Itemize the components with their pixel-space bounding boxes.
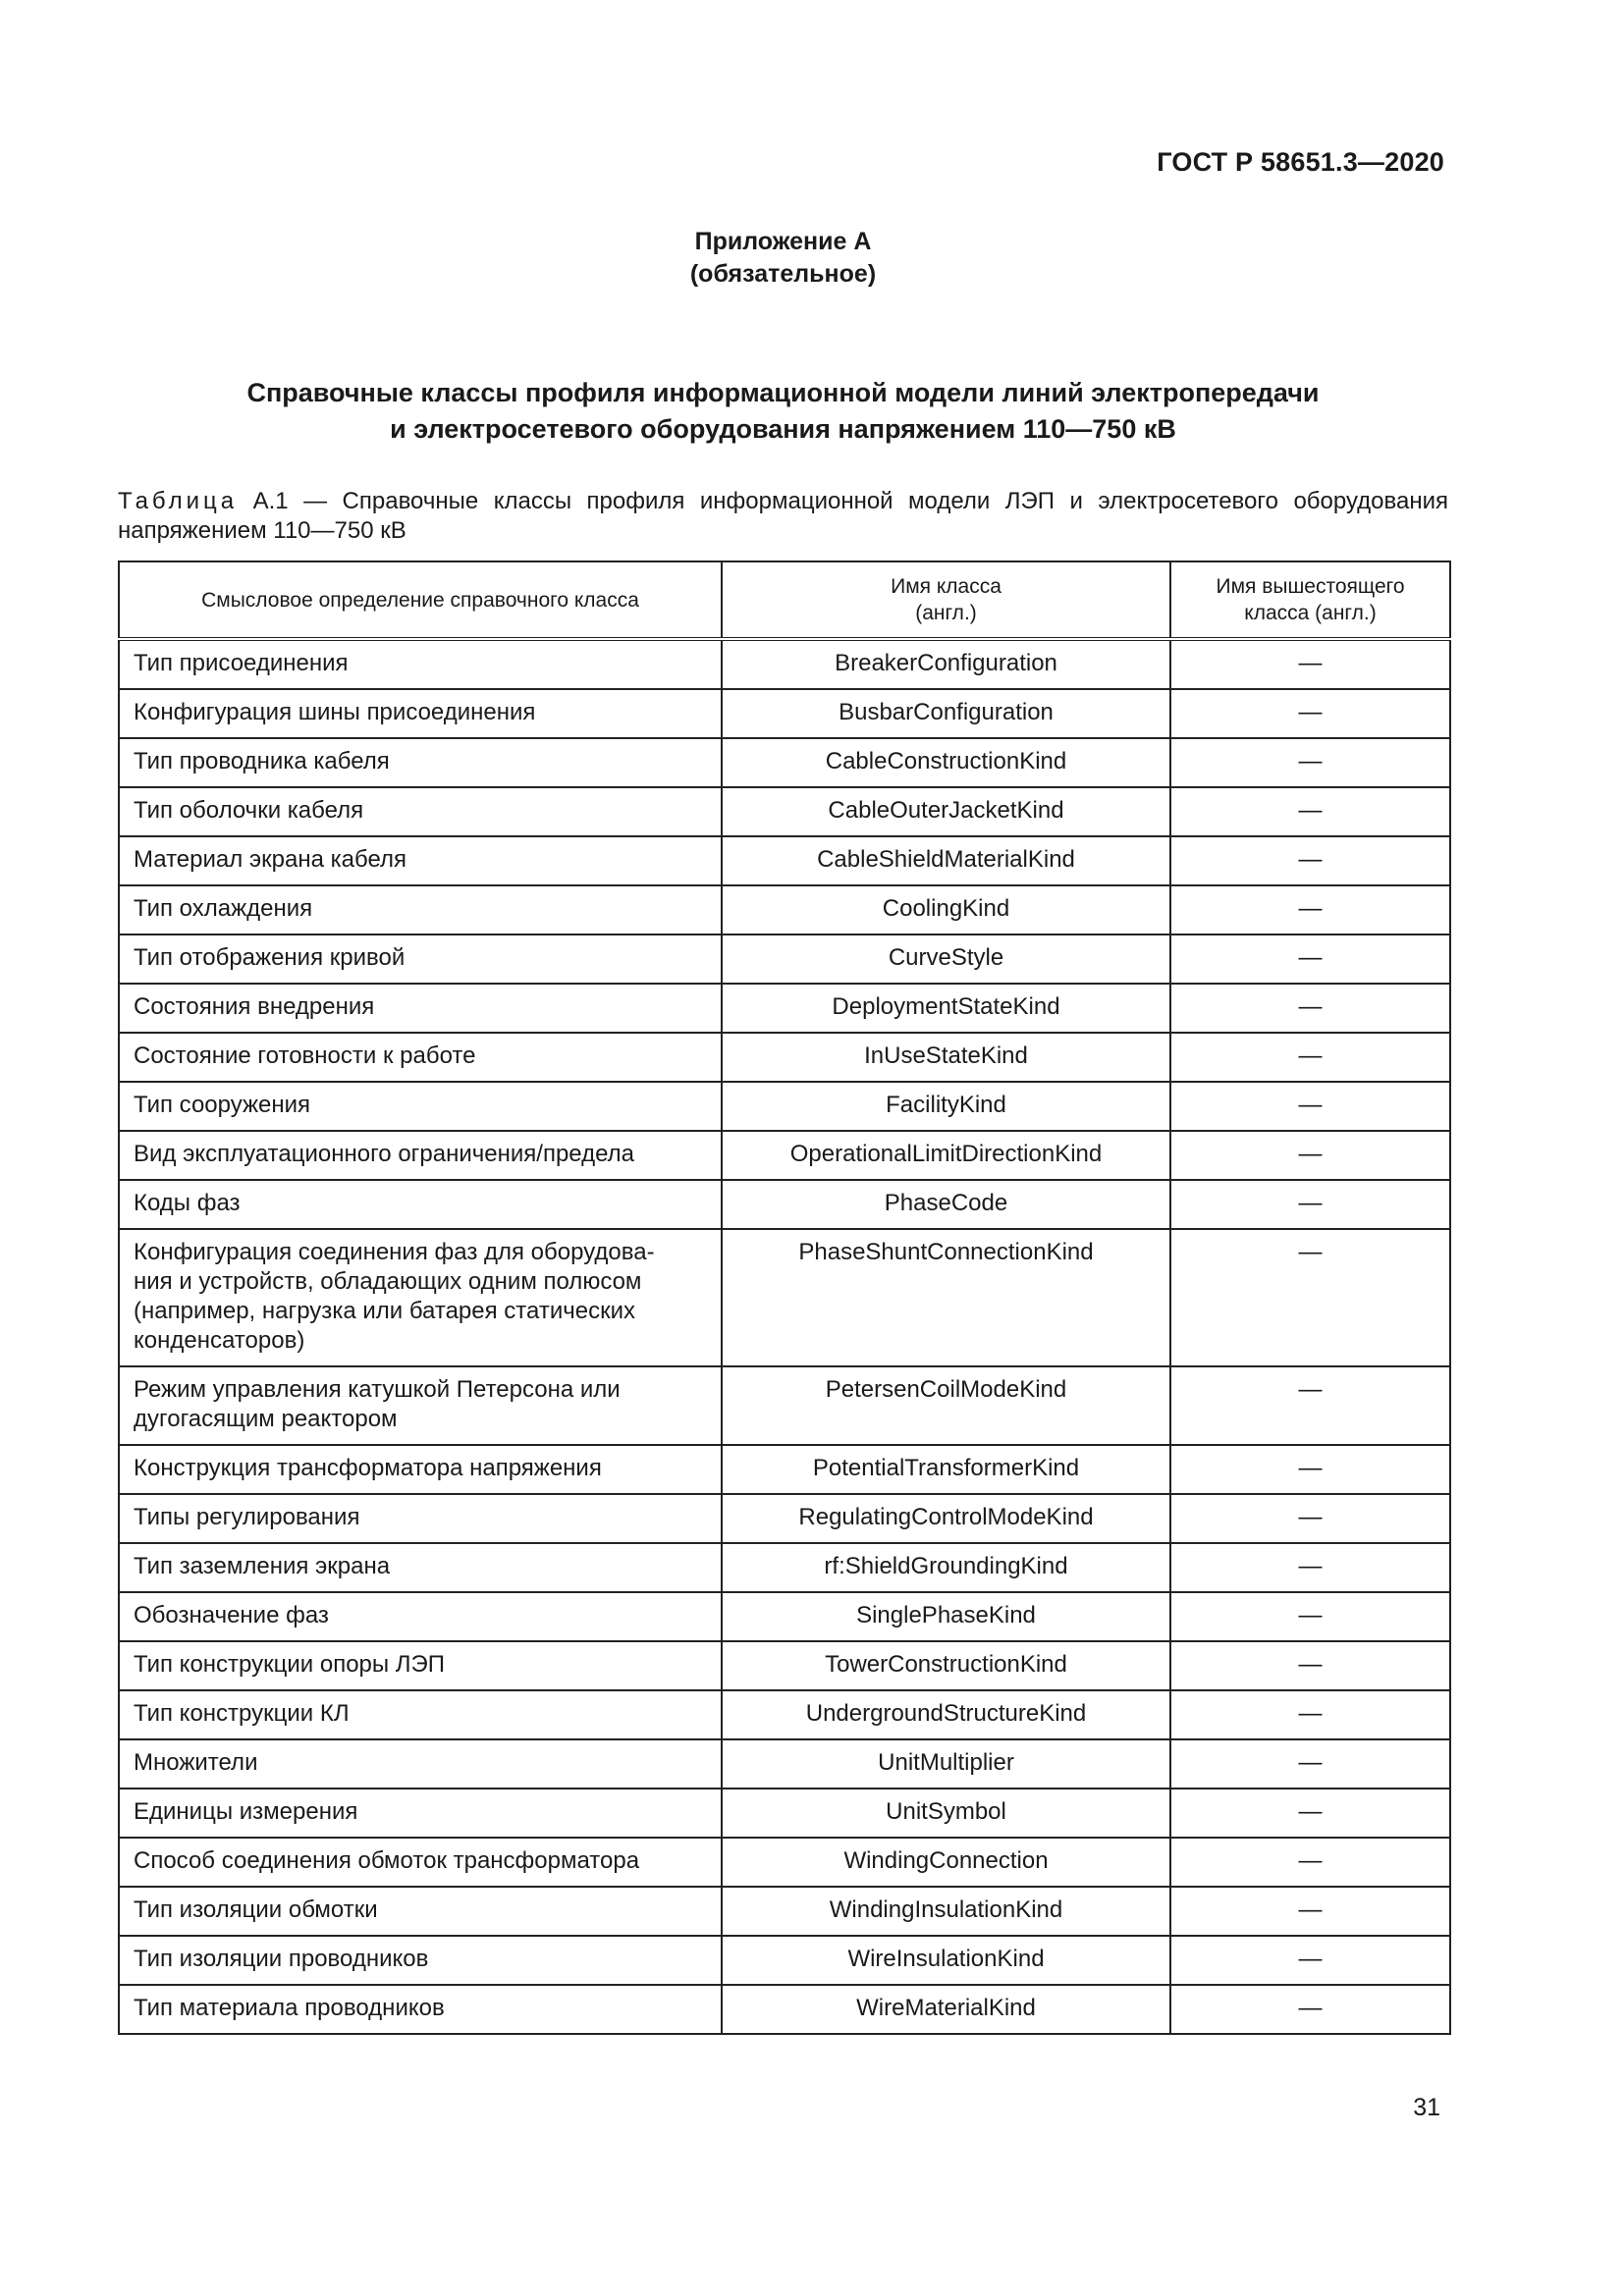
- cell-definition: Конфигурация соединения фаз для оборудова- ния и устройств, обладающих одним полюсом (например, нагрузка или батарея статических конденсаторов): [119, 1229, 722, 1366]
- table-row: [119, 1082, 1450, 1131]
- cell-class-name: InUseStateKind: [722, 1033, 1170, 1082]
- main-heading: [118, 375, 1448, 448]
- cell-definition: Множители: [119, 1739, 722, 1789]
- header-parent-line-2: класса (англ.): [1244, 602, 1377, 624]
- cell-parent-class: —: [1170, 1641, 1450, 1690]
- table-row: [119, 836, 1450, 885]
- cell-parent-class: —: [1170, 1789, 1450, 1838]
- cell-parent-class: —: [1170, 885, 1450, 934]
- cell-parent-class: —: [1170, 689, 1450, 738]
- cell-definition: Состояния внедрения: [119, 984, 722, 1033]
- document-code: ГОСТ Р 58651.3—2020: [1157, 147, 1444, 177]
- cell-class-name: CableOuterJacketKind: [722, 787, 1170, 836]
- cell-definition: Тип изоляции обмотки: [119, 1887, 722, 1936]
- main-heading-line-2: и электросетевого оборудования напряжением 110—750 кВ: [390, 414, 1176, 444]
- cell-definition: Тип оболочки кабеля: [119, 787, 722, 836]
- cell-definition: Типы регулирования: [119, 1494, 722, 1543]
- cell-definition: Тип охлаждения: [119, 885, 722, 934]
- table-row: [119, 1789, 1450, 1838]
- cell-class-name: SinglePhaseKind: [722, 1592, 1170, 1641]
- cell-class-name: OperationalLimitDirectionKind: [722, 1131, 1170, 1180]
- cell-parent-class: —: [1170, 1180, 1450, 1229]
- cell-definition: Тип изоляции проводников: [119, 1936, 722, 1985]
- cell-parent-class: —: [1170, 1838, 1450, 1887]
- appendix-status: (обязательное): [689, 260, 877, 288]
- cell-parent-class: —: [1170, 984, 1450, 1033]
- cell-class-name: UnitMultiplier: [722, 1739, 1170, 1789]
- cell-class-name: UnitSymbol: [722, 1789, 1170, 1838]
- cell-class-name: UndergroundStructureKind: [722, 1690, 1170, 1739]
- cell-parent-class: —: [1170, 1936, 1450, 1985]
- table-row: [119, 1739, 1450, 1789]
- table-row: [119, 1838, 1450, 1887]
- table-row: [119, 1985, 1450, 2034]
- cell-definition: Вид эксплуатационного ограничения/предела: [119, 1131, 722, 1180]
- cell-class-name: WindingInsulationKind: [722, 1887, 1170, 1936]
- cell-parent-class: —: [1170, 1131, 1450, 1180]
- header-parent-class: [1170, 561, 1450, 639]
- table-row: [119, 1366, 1450, 1445]
- table-row: [119, 1592, 1450, 1641]
- cell-definition: Коды фаз: [119, 1180, 722, 1229]
- header-definition: Смысловое определение справочного класса: [119, 561, 722, 639]
- table-row: [119, 1229, 1450, 1366]
- cell-parent-class: —: [1170, 1985, 1450, 2034]
- cell-definition: Способ соединения обмоток трансформатора: [119, 1838, 722, 1887]
- cell-class-name: WireInsulationKind: [722, 1936, 1170, 1985]
- table-row: [119, 1887, 1450, 1936]
- cell-class-name: DeploymentStateKind: [722, 984, 1170, 1033]
- cell-definition: Тип присоединения: [119, 639, 722, 689]
- cell-class-name: CableShieldMaterialKind: [722, 836, 1170, 885]
- reference-classes-table: [118, 561, 1451, 2035]
- table-row: [119, 1936, 1450, 1985]
- header-parent-line-1: Имя вышестоящего: [1216, 575, 1405, 598]
- cell-parent-class: —: [1170, 836, 1450, 885]
- cell-definition: Тип конструкции опоры ЛЭП: [119, 1641, 722, 1690]
- cell-class-name: BreakerConfiguration: [722, 639, 1170, 689]
- table-row: [119, 1445, 1450, 1494]
- cell-parent-class: —: [1170, 1082, 1450, 1131]
- table-body: [119, 639, 1450, 2034]
- cell-parent-class: —: [1170, 738, 1450, 787]
- cell-parent-class: —: [1170, 1592, 1450, 1641]
- cell-parent-class: —: [1170, 1690, 1450, 1739]
- cell-parent-class: —: [1170, 1887, 1450, 1936]
- cell-class-name: WireMaterialKind: [722, 1985, 1170, 2034]
- table-row: [119, 787, 1450, 836]
- cell-class-name: PetersenCoilModeKind: [722, 1366, 1170, 1445]
- cell-class-name: rf:ShieldGroundingKind: [722, 1543, 1170, 1592]
- cell-parent-class: —: [1170, 1739, 1450, 1789]
- cell-definition: Состояние готовности к работе: [119, 1033, 722, 1082]
- table-row: [119, 984, 1450, 1033]
- header-class-name: [722, 561, 1170, 639]
- cell-definition: Тип проводника кабеля: [119, 738, 722, 787]
- cell-class-name: FacilityKind: [722, 1082, 1170, 1131]
- table-row: [119, 885, 1450, 934]
- cell-parent-class: —: [1170, 1543, 1450, 1592]
- cell-definition: Конфигурация шины присоединения: [119, 689, 722, 738]
- page-number: 31: [1413, 2094, 1440, 2121]
- cell-class-name: PhaseCode: [722, 1180, 1170, 1229]
- cell-class-name: PotentialTransformerKind: [722, 1445, 1170, 1494]
- table-caption-label: Таблица: [118, 488, 239, 514]
- cell-definition: Режим управления катушкой Петерсона или дугогасящим реактором: [119, 1366, 722, 1445]
- cell-class-name: CoolingKind: [722, 885, 1170, 934]
- cell-class-name: PhaseShuntConnectionKind: [722, 1229, 1170, 1366]
- cell-parent-class: —: [1170, 934, 1450, 984]
- table-header-row: [119, 561, 1450, 639]
- cell-definition: Материал экрана кабеля: [119, 836, 722, 885]
- table-row: [119, 934, 1450, 984]
- cell-class-name: CableConstructionKind: [722, 738, 1170, 787]
- cell-class-name: RegulatingControlModeKind: [722, 1494, 1170, 1543]
- cell-parent-class: —: [1170, 787, 1450, 836]
- cell-definition: Тип отображения кривой: [119, 934, 722, 984]
- cell-class-name: WindingConnection: [722, 1838, 1170, 1887]
- cell-parent-class: —: [1170, 1366, 1450, 1445]
- cell-definition: Обозначение фаз: [119, 1592, 722, 1641]
- main-heading-line-1: Справочные классы профиля информационной модели линий электропередачи: [246, 378, 1320, 407]
- cell-class-name: CurveStyle: [722, 934, 1170, 984]
- header-class-name-line-2: (англ.): [915, 602, 977, 624]
- appendix-title: Приложение А: [694, 228, 872, 255]
- table-caption-text: А.1 — Справочные классы профиля информационной модели ЛЭП и электросетевого оборудования напряжением 110—750 кВ: [118, 488, 1448, 544]
- cell-class-name: TowerConstructionKind: [722, 1641, 1170, 1690]
- table-row: [119, 1033, 1450, 1082]
- table-caption: [118, 487, 1448, 546]
- table-row: [119, 1494, 1450, 1543]
- cell-definition: Тип материала проводников: [119, 1985, 722, 2034]
- cell-parent-class: —: [1170, 1494, 1450, 1543]
- header-class-name-line-1: Имя класса: [891, 575, 1001, 598]
- cell-definition: Единицы измерения: [119, 1789, 722, 1838]
- cell-parent-class: —: [1170, 1033, 1450, 1082]
- table-row: [119, 1180, 1450, 1229]
- cell-definition: Тип конструкции КЛ: [119, 1690, 722, 1739]
- cell-definition: Тип сооружения: [119, 1082, 722, 1131]
- cell-parent-class: —: [1170, 1229, 1450, 1366]
- cell-class-name: BusbarConfiguration: [722, 689, 1170, 738]
- table-row: [119, 738, 1450, 787]
- cell-definition: Конструкция трансформатора напряжения: [119, 1445, 722, 1494]
- table-row: [119, 689, 1450, 738]
- cell-definition: Тип заземления экрана: [119, 1543, 722, 1592]
- table-row: [119, 1690, 1450, 1739]
- table-row: [119, 639, 1450, 689]
- table-row: [119, 1641, 1450, 1690]
- table-row: [119, 1543, 1450, 1592]
- table-row: [119, 1131, 1450, 1180]
- cell-parent-class: —: [1170, 639, 1450, 689]
- cell-parent-class: —: [1170, 1445, 1450, 1494]
